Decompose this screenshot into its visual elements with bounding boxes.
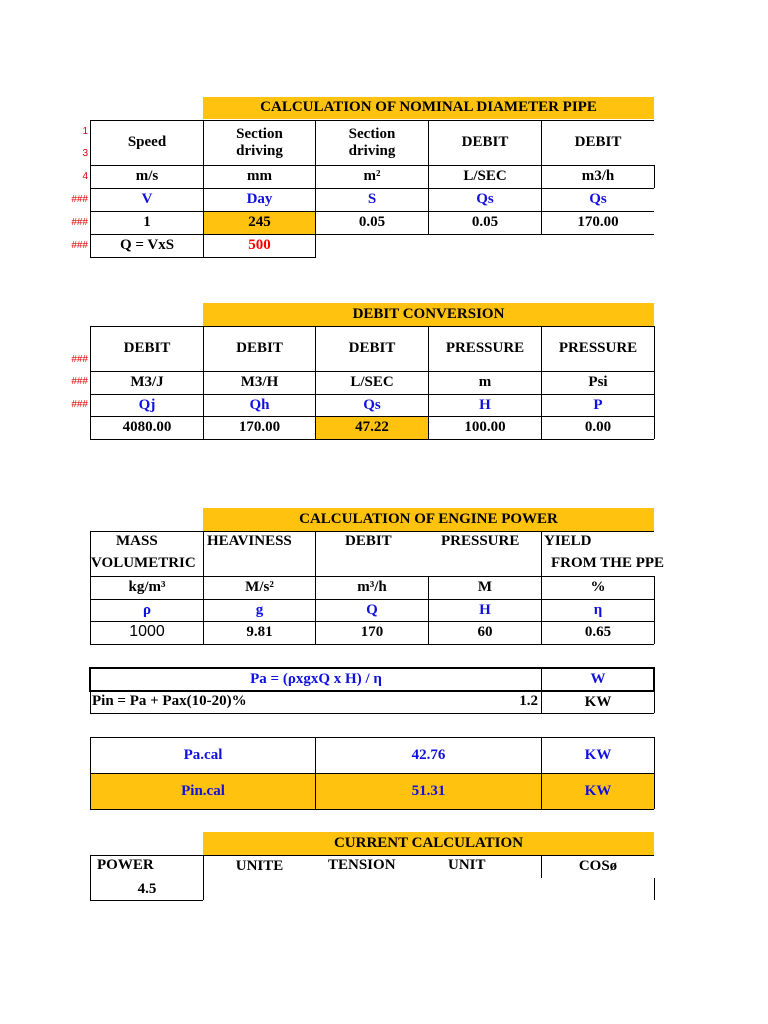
unit-cell[interactable]: m/s [135, 168, 159, 185]
symbol-cell[interactable]: V [141, 191, 153, 208]
formula-value[interactable]: 500 [248, 237, 271, 254]
input-cell-flow[interactable]: 47.22 [316, 417, 428, 439]
symbol-cell[interactable]: Q [366, 601, 378, 618]
pin-formula-unit[interactable]: KW [584, 693, 612, 710]
row-number[interactable]: 1 [82, 126, 88, 137]
header-text: driving [348, 143, 396, 159]
symbol-cell[interactable]: H [479, 396, 491, 413]
unit-cell[interactable]: m³/h [357, 579, 387, 596]
value-cell[interactable]: 1000 [129, 622, 165, 640]
header-yield-sub: FROM THE PPE [551, 555, 665, 571]
unit-cell[interactable]: M3/J [130, 374, 164, 391]
symbol-cell[interactable]: Qj [138, 396, 156, 413]
unit-cell[interactable]: mm [247, 168, 272, 185]
symbol-cell[interactable]: Day [246, 191, 273, 208]
unit-cell[interactable]: Psi [588, 374, 608, 391]
header-debit: DEBIT [345, 533, 392, 549]
section1-title: CALCULATION OF NOMINAL DIAMETER PIPE [203, 97, 654, 119]
header-unit: UNIT [448, 857, 486, 873]
symbol-cell[interactable]: Qs [363, 396, 381, 413]
pa-formula[interactable]: Pa = (ρxgxQ x H) / η [250, 671, 382, 688]
value-cell[interactable]: 0.05 [471, 214, 499, 231]
unit-cell[interactable]: m² [363, 168, 381, 185]
value-cell[interactable]: 170.00 [238, 419, 281, 436]
symbol-cell[interactable]: ρ [142, 601, 152, 618]
unit-cell[interactable]: M/s² [245, 579, 274, 596]
header-section-driving [204, 121, 315, 165]
value-cell[interactable]: 170.00 [577, 214, 619, 231]
row-number[interactable]: 4 [82, 171, 88, 182]
value-cell[interactable]: 170 [360, 624, 384, 641]
unit-cell[interactable]: L/SEC [350, 374, 394, 391]
section4-title: CURRENT CALCULATION [203, 832, 654, 855]
header-power: POWER [97, 857, 154, 873]
symbol-cell[interactable]: H [479, 601, 491, 618]
header-tension: TENSION [328, 857, 396, 873]
pa-formula-unit[interactable]: W [590, 671, 606, 688]
row-number[interactable]: ### [71, 376, 88, 387]
section2-title: DEBIT CONVERSION [203, 303, 654, 326]
header-pressure: PRESSURE [558, 340, 638, 357]
value-cell[interactable]: 4080.00 [122, 419, 172, 436]
header-heaviness: HEAVINESS [207, 533, 292, 549]
pin-formula[interactable]: Pin = Pa + Pax(10-20)% [92, 693, 247, 709]
pin-cal-unit: KW [584, 782, 612, 799]
symbol-cell[interactable]: η [593, 601, 603, 618]
pin-cal-value[interactable]: 51.31 [411, 782, 446, 799]
symbol-cell[interactable]: Qs [589, 191, 607, 208]
pa-cal-value[interactable]: 42.76 [411, 746, 446, 763]
header-pressure: PRESSURE [441, 533, 520, 549]
header-debit: DEBIT [123, 340, 171, 357]
unit-cell[interactable]: % [590, 579, 606, 596]
value-cell[interactable]: 0.05 [358, 214, 386, 231]
header-cos-phi: COSø [578, 858, 618, 875]
input-cell-diameter[interactable]: 245 [204, 212, 315, 234]
header-speed: Speed [127, 134, 167, 151]
header-unite: UNITE [235, 858, 284, 875]
symbol-cell[interactable]: Qs [476, 191, 494, 208]
unit-cell[interactable]: L/SEC [463, 168, 507, 185]
header-section-driving-2 [316, 121, 428, 165]
row-number[interactable]: ### [71, 194, 88, 205]
value-cell[interactable]: 0.00 [584, 419, 612, 436]
row-number[interactable]: ### [71, 399, 88, 410]
pin-cal-label: Pin.cal [181, 782, 225, 799]
header-debit: DEBIT [574, 134, 622, 151]
row-number[interactable]: ### [71, 217, 88, 228]
symbol-cell[interactable]: S [367, 191, 377, 208]
value-cell[interactable]: 1 [143, 214, 151, 231]
header-text: Section [236, 125, 283, 142]
symbol-cell[interactable]: g [255, 601, 264, 618]
value-cell[interactable]: 100.00 [464, 419, 506, 436]
unit-cell[interactable]: M3/H [240, 374, 279, 391]
unit-cell[interactable]: m [478, 374, 492, 391]
header-pressure: PRESSURE [445, 340, 525, 357]
pa-cal-unit: KW [584, 746, 612, 763]
header-yield: YIELD [544, 533, 592, 549]
unit-cell[interactable]: kg/m³ [128, 579, 166, 596]
symbol-cell[interactable]: P [593, 396, 603, 413]
power-value[interactable]: 4.5 [137, 880, 157, 897]
pa-cal-label: Pa.cal [183, 746, 223, 763]
header-debit: DEBIT [236, 340, 283, 357]
header-volumetric: VOLUMETRIC [91, 555, 196, 571]
formula-label[interactable]: Q = VxS [119, 237, 175, 254]
header-mass: MASS [116, 533, 158, 549]
value-cell[interactable]: 0.65 [584, 624, 612, 641]
header-debit: DEBIT [348, 340, 396, 357]
unit-cell[interactable]: m3/h [581, 168, 615, 185]
row-number[interactable]: ### [71, 240, 88, 251]
header-text: driving [236, 143, 283, 159]
section3-title: CALCULATION OF ENGINE POWER [203, 508, 654, 531]
value-cell[interactable]: 9.81 [246, 624, 273, 641]
symbol-cell[interactable]: Qh [249, 396, 270, 413]
pin-factor[interactable]: 1.2 [519, 693, 538, 709]
unit-cell[interactable]: M [477, 579, 493, 596]
value-cell[interactable]: 60 [477, 624, 493, 641]
row-number[interactable]: ### [71, 354, 88, 365]
row-number[interactable]: 3 [82, 148, 88, 159]
header-debit: DEBIT [461, 134, 509, 151]
header-text: Section [348, 125, 396, 142]
